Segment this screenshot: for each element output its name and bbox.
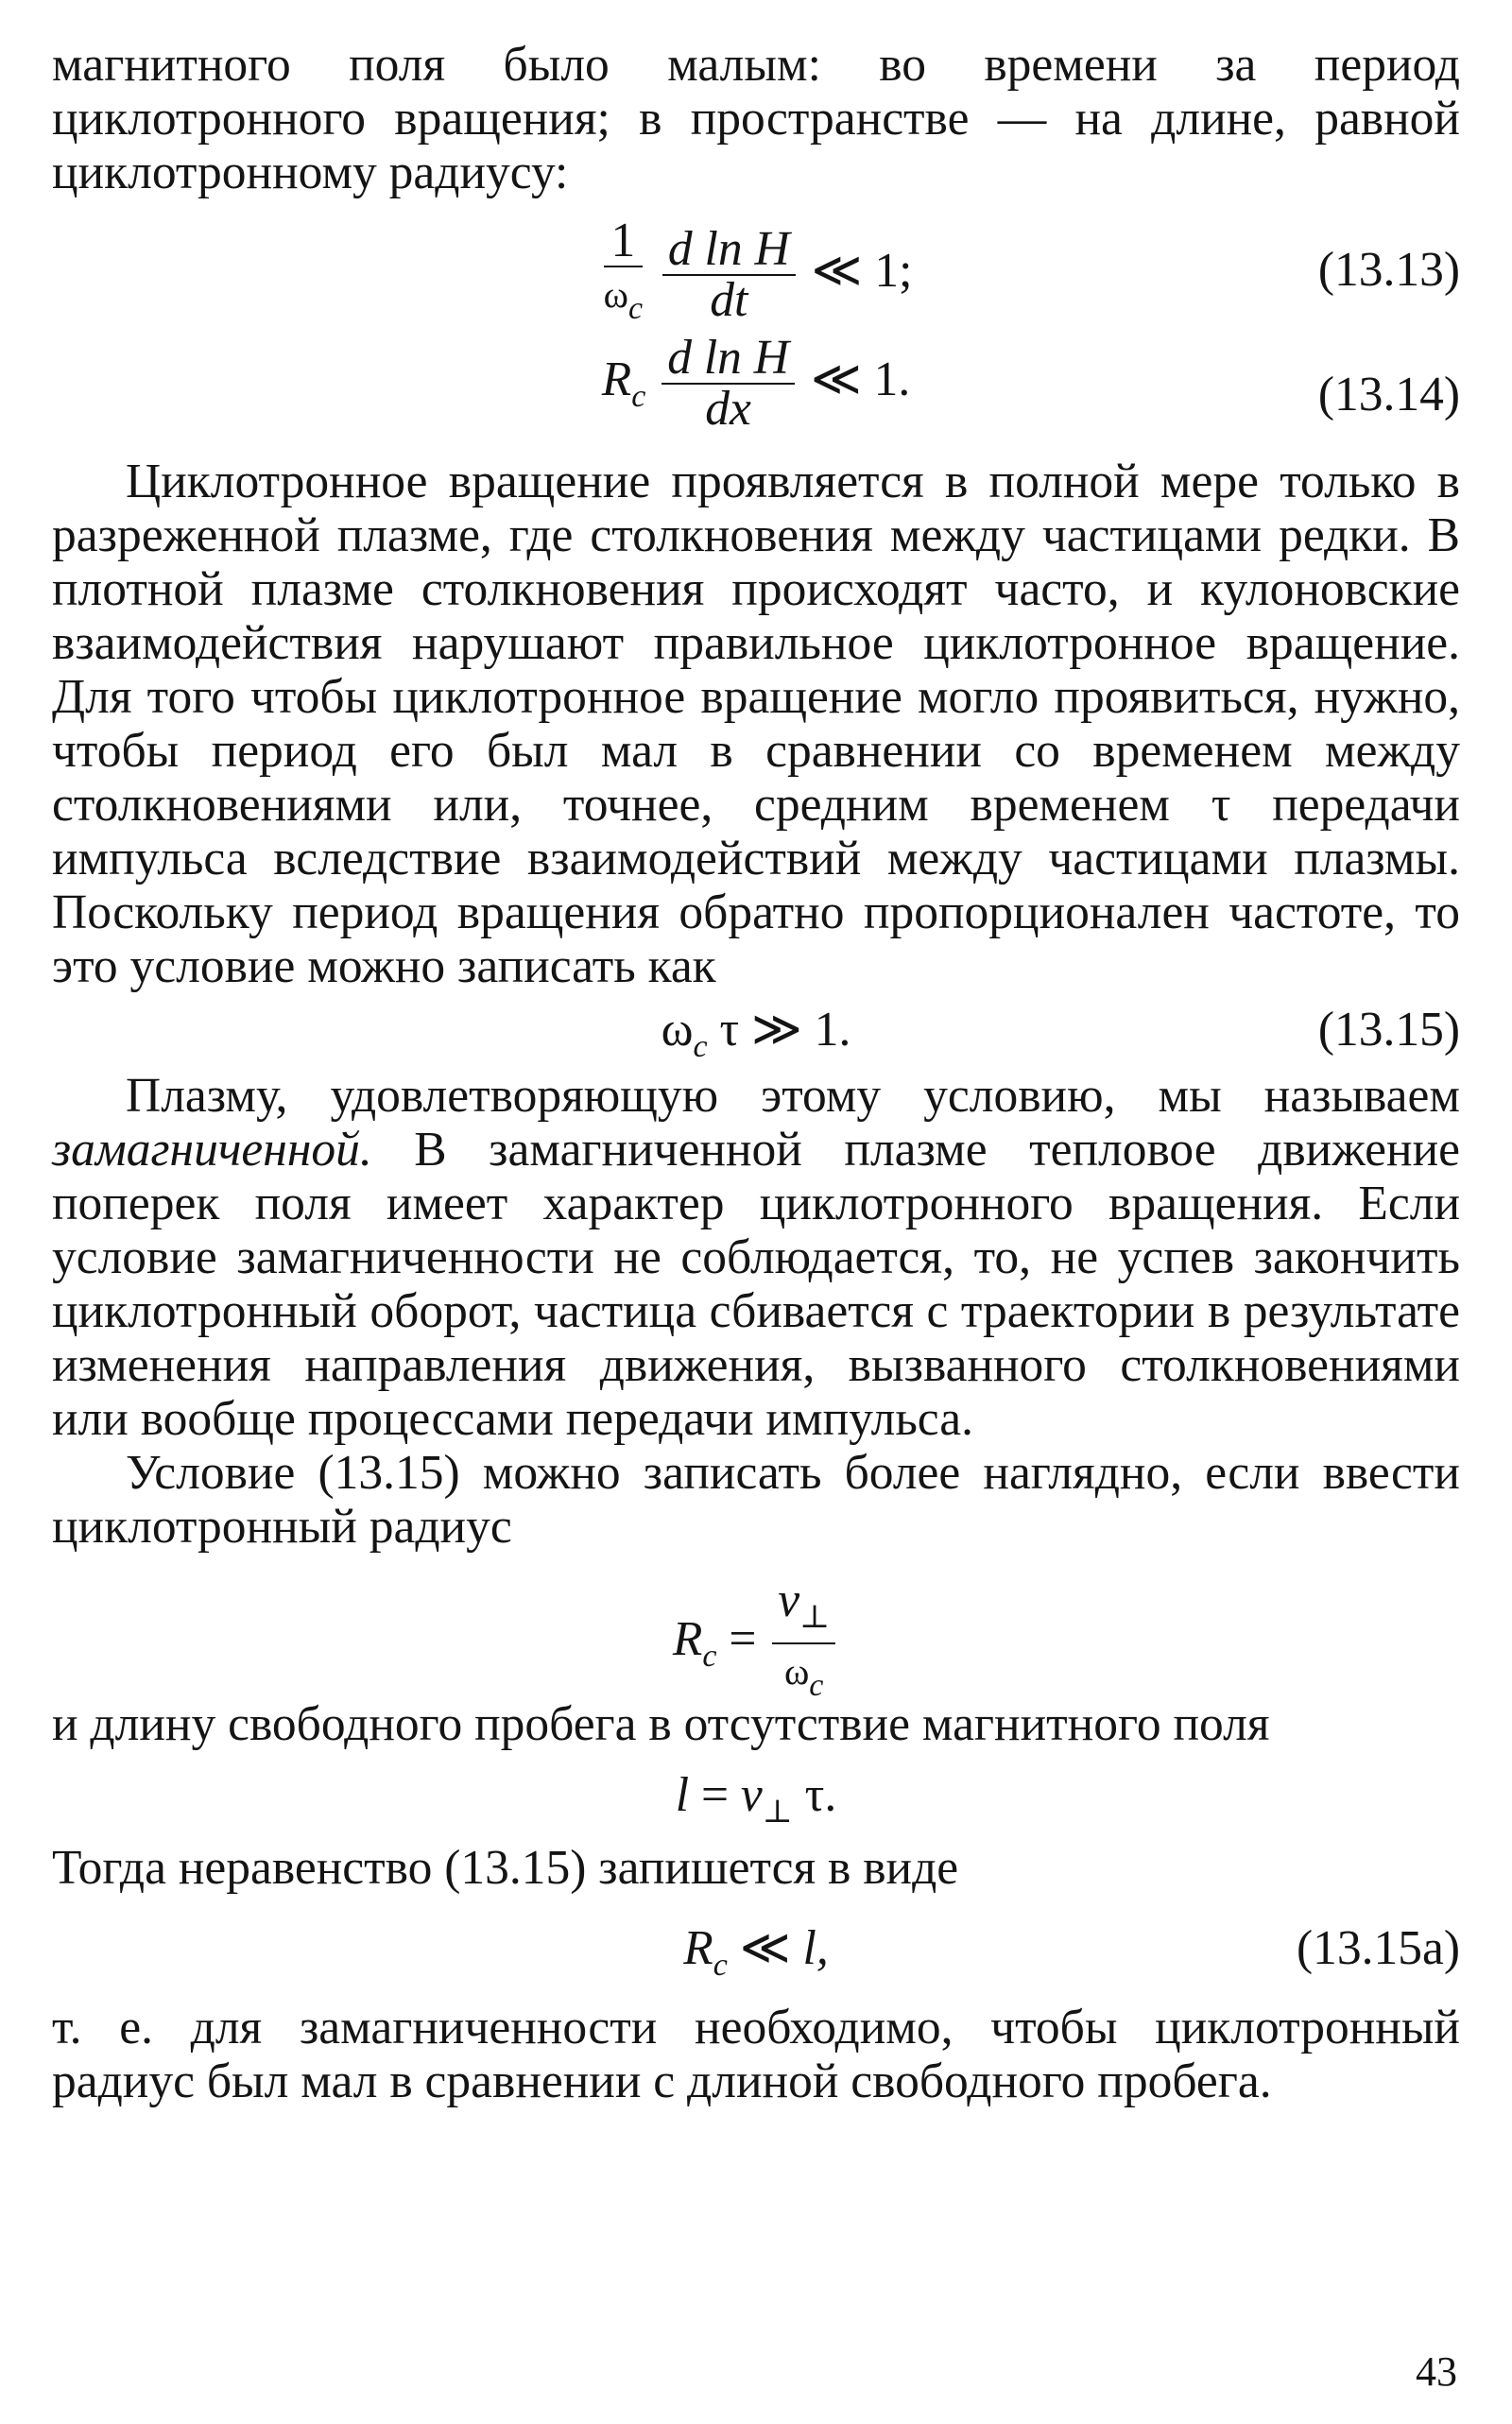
paragraph: и длину свободного пробега в отсутствие магнитного поля <box>52 1697 1270 1751</box>
paragraph: Тогда неравенство (13.15) запишется в виде <box>52 1841 959 1895</box>
equation-13-14: $R_c$ $\frac{\text{d ln H}}{dx}$ ≪ 1. (13.14) <box>601 331 1460 436</box>
equation-number: (13.15) <box>1317 1003 1460 1057</box>
paragraph: Плазму, удовлетворяющую этому условию, мы называем замагниченной. В замагниченной плазме тепловое движение поперек поля имеет характер циклотронного вращения. Если условие замагниченности не соблюдается, то, не успев закончить циклотронный оборот, частица сбивается с траектории в результате изменения направления движения, вызванного столкновениями или вообще процессами передачи импульса. <box>52 1069 1460 1446</box>
paragraph: магнитного поля было малым: во времени за период циклотронного вращения; в пространстве — на длине, равной циклотронному радиусу: <box>52 38 1460 199</box>
paragraph: т. е. для замагниченности необходимо, чтобы циклотронный радиус был мал в сравнении с длиной свободного пробега. <box>52 2001 1460 2108</box>
equation-number: (13.13) <box>1317 243 1460 297</box>
equation-13-15a: $R_c$ ≪ l, (13.15a) <box>683 1921 1460 1983</box>
equation-number: (13.15a) <box>1296 1921 1460 1975</box>
equation-13-15: $\omega_c$ τ ≫ 1. (13.15) <box>661 1003 1460 1064</box>
page-body <box>52 38 1460 2108</box>
page-number: 43 <box>1416 2348 1457 2395</box>
paragraph: Циклотронное вращение проявляется в полной мере только в разреженной плазме, где столкновения между частицами редки. В плотной плазме столкновения происходят часто, и кулоновские взаимодействия нарушают правильное циклотронное вращение. Для того чтобы циклотронное вращение могло проявиться, нужно, чтобы период его был мал в сравнении со временем между столкновениями или, точнее, средним временем τ передачи импульса вследствие взаимодействий между частицами плазмы. Поскольку период вращения обратно пропорционален частоте, то это условие можно записать как <box>52 455 1460 993</box>
equation-free-path: $l = v_\perp$ τ. <box>675 1768 837 1830</box>
paragraph: Условие (13.15) можно записать более наглядно, если ввести циклотронный радиус <box>52 1446 1460 1554</box>
equation-cyclotron-radius: $R_c$ = $\frac{v_\perp}{\omega_c}$ <box>52 1554 1460 1697</box>
equation-number: (13.14) <box>1317 368 1460 421</box>
equation-13-13: $\frac{1}{\omega_c}$ $\frac{\text{d ln H}}{dt}$ ≪ 1; (13.13) <box>603 214 1460 327</box>
